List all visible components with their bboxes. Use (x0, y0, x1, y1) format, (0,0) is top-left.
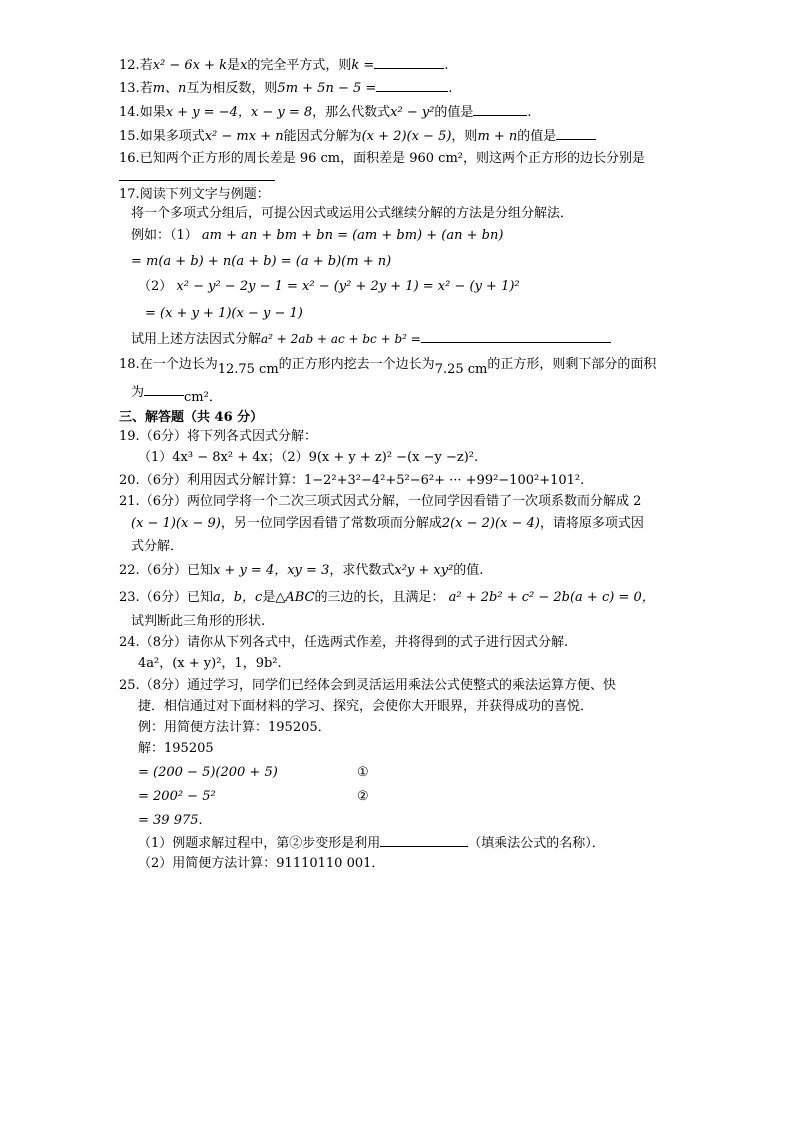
q22-end: 的值. (453, 563, 484, 578)
question-21 (119, 494, 641, 510)
q25-part-1 (138, 834, 605, 852)
q12-expr: x² − 6x + k (152, 58, 228, 73)
q14-end: . (527, 105, 532, 120)
q22-expr1: x + y = 4，xy = 3 (212, 563, 330, 578)
q18-len2: 7.25 cm (434, 362, 488, 377)
q18-l1b: 的正方形内挖去一个边长为 (278, 357, 435, 372)
q17-example-1a (131, 228, 503, 244)
q14-number: 14. (119, 105, 140, 120)
q22-text: （6分）已知 (139, 563, 213, 578)
q22-mid: ，求代数式 (329, 563, 395, 578)
q12-answer-blank[interactable] (374, 56, 444, 69)
q13-pre: 若 (139, 81, 153, 96)
question-16 (119, 151, 645, 167)
q25-mark-2: ② (357, 789, 369, 804)
q18-l1a: 在一个边长为 (139, 357, 218, 372)
q18-line-2 (131, 383, 222, 405)
q24-line-1: （8分）请你从下列各式中，任选两式作差，并将得到的式子进行因式分解. (139, 635, 569, 650)
q21-line-3: 式分解． (131, 539, 184, 554)
q24-number: 24. (119, 635, 140, 650)
q14-pre: 如果 (139, 105, 166, 120)
q13-answer-blank[interactable] (376, 79, 448, 92)
q17-try (131, 330, 611, 348)
q12-end: . (444, 58, 449, 73)
q25-number: 25. (119, 678, 140, 693)
q21-expr-b: 2(x − 2)(x − 4) (441, 516, 540, 531)
q25-part-2: （2）用简便方法计算：91110110 001． (138, 856, 385, 871)
q22-number: 22. (119, 563, 140, 578)
q13-expr: 5m + 5n − 5 = (277, 81, 377, 96)
q18-number: 18. (119, 357, 140, 372)
q19-text: （6分）将下列各式因式分解： (139, 429, 317, 444)
q17-intro: 将一个多项式分组后，可提公因式或运用公式继续分解的方法是分组分解法． (131, 206, 574, 221)
question-25 (119, 678, 616, 694)
q25-line-2: 捷．相信通过对下面材料的学习、探究，会使你大开眼界，并获得成功的喜悦． (138, 699, 594, 714)
q13-number: 13. (119, 81, 140, 96)
question-23 (119, 590, 655, 606)
q25-step-2 (138, 789, 216, 805)
q17-ex1b-expr: = m(a + b) + n(a + b) = (a + b)(m + n) (131, 254, 392, 269)
q17-example-label: 例如：（1） (131, 228, 198, 243)
q18-len1: 12.75 cm (217, 362, 279, 377)
q19-parts: （1）4x³ − 8x² + 4x；（2）9(x + y + z)² −(x −y −z)². (138, 450, 479, 465)
q15-expr1: x² − mx + n (204, 129, 284, 144)
question-22 (119, 563, 483, 579)
question-14 (119, 103, 532, 121)
q13-vars: m、n (152, 81, 187, 96)
q17-answer-blank[interactable] (421, 330, 611, 343)
q12-mid: 是 (227, 58, 241, 73)
q13-mid: 互为相反数，则 (186, 81, 278, 96)
q12-var: x (240, 58, 248, 73)
q21-l2b: ，另一位同学因看错了常数项而分解成 (220, 516, 442, 531)
q25-step-1 (138, 765, 278, 781)
q15-number: 15. (119, 129, 140, 144)
q17-ex2a-expr: x² − y² − 2y − 1 = x² − (y² + 2y + 1) = x² − (y + 1)² (176, 279, 520, 294)
question-15 (119, 127, 596, 145)
q15-expr2: (x + 2)(x − 5) (361, 129, 452, 144)
q17-ex2b-expr: = (x + y + 1)(x − y − 1) (145, 306, 303, 321)
q15-pre: 如果多项式 (139, 129, 205, 144)
q23-line-2: 试判断此三角形的形状. (131, 614, 266, 629)
q25-mark-1: ① (357, 765, 369, 780)
q19-number: 19. (119, 429, 140, 444)
q25-step-2-expr: = 200² − 5² (138, 789, 216, 804)
q14-expr2: x² − y² (390, 105, 435, 120)
q18-answer-blank[interactable] (144, 383, 184, 396)
q15-post: ，则 (451, 129, 478, 144)
q25-step-1-expr: = (200 − 5)(200 + 5) (138, 765, 278, 780)
q20-number: 20. (119, 473, 140, 488)
q14-expr1: x + y = −4，x − y = 8 (165, 105, 313, 120)
question-13 (119, 79, 452, 97)
q25-part-1-pre: （1）例题求解过程中，第②步变形是利用 (138, 836, 381, 851)
q23-expr: a² + 2b² + c² − 2b(a + c) = 0， (448, 590, 655, 605)
q25-line-3: 例：用简便方法计算：195205． (138, 720, 331, 735)
q23-triangle: △ABC (275, 590, 315, 605)
q16-answer-blank[interactable] (119, 168, 275, 181)
q14-post: 的值是 (434, 105, 474, 120)
q21-l2d: ，请将原多项式因 (539, 516, 644, 531)
q23-l1b: 是 (262, 590, 276, 605)
q18-l2a: 为 (131, 385, 145, 400)
q23-number: 23. (119, 590, 140, 605)
q12-pre: 若 (139, 58, 153, 73)
q25-answer-blank[interactable] (380, 834, 468, 847)
q17-number: 17. (119, 187, 140, 202)
q22-expr2: x²y + xy² (394, 563, 454, 578)
q24-expressions: 4a²，(x + y)²，1，9b². (138, 656, 282, 671)
q12-k: k = (351, 58, 375, 73)
q16-number: 16. (119, 151, 140, 166)
q25-step-3 (138, 813, 203, 829)
question-17 (119, 187, 270, 203)
q16-text: 已知两个正方形的周长差是 96 cm，面积差是 960 cm²，则这两个正方形的边长分别是 (139, 151, 645, 166)
q25-part-1-post: （填乘法公式的名称）． (468, 836, 605, 851)
q21-expr-a: (x − 1)(x − 9) (131, 516, 221, 531)
q17-try-pre: 试用上述方法因式分解 (131, 332, 262, 347)
q21-line-1: （6分）两位同学将一个二次三项式因式分解，一位同学因看错了一次项系数而分解成 2 (139, 494, 642, 509)
q21-number: 21. (119, 494, 140, 509)
q18-unit: cm²． (184, 390, 222, 405)
q23-l1c: 的三边的长，且满足： (314, 590, 445, 605)
q23-vars: a，b，c (212, 590, 263, 605)
q13-end: . (448, 81, 453, 96)
q12-number: 12. (119, 58, 140, 73)
q21-line-2 (131, 516, 644, 532)
q15-expr3: m + n (477, 129, 518, 144)
question-12 (119, 56, 448, 74)
q17-example-2b (145, 306, 303, 322)
q14-mid: ，那么代数式 (312, 105, 391, 120)
q17-title: 阅读下列文字与例题： (139, 187, 270, 202)
q17-try-expr: a² + 2ab + ac + bc + b² = (261, 332, 421, 346)
question-20 (119, 473, 584, 489)
q17-ex1a-expr: am + an + bm + bn = (am + bm) + (an + bn) (201, 228, 504, 243)
q15-mid: 能因式分解为 (283, 129, 362, 144)
q15-answer-blank[interactable] (556, 127, 596, 140)
q23-l1a: （6分）已知 (139, 590, 213, 605)
question-19 (119, 429, 317, 445)
q18-l1c: 的正方形，则剩下部分的面积 (487, 357, 657, 372)
q17-example-2-label: （2） (138, 279, 173, 294)
q17-example-1b (131, 254, 391, 270)
q14-answer-blank[interactable] (473, 103, 527, 116)
q12-post: 的完全平方式，则 (247, 58, 352, 73)
q17-example-2a (138, 279, 520, 295)
q25-line-1: （8分）通过学习，同学们已经体会到灵活运用乘法公式使整式的乘法运算方便、快 (139, 678, 616, 693)
q25-step-3-expr: = 39 975. (138, 813, 203, 828)
q20-text: （6分）利用因式分解计算：1−2²+3²−4²+5²−6²+ ··· +99²−100²+101². (139, 473, 585, 488)
question-24 (119, 635, 568, 651)
question-18 (119, 357, 657, 377)
q15-end: 的值是 (517, 129, 557, 144)
q25-line-4: 解：195205 (138, 741, 214, 756)
section-3-heading: 三、解答题（共 46 分） (119, 410, 264, 425)
